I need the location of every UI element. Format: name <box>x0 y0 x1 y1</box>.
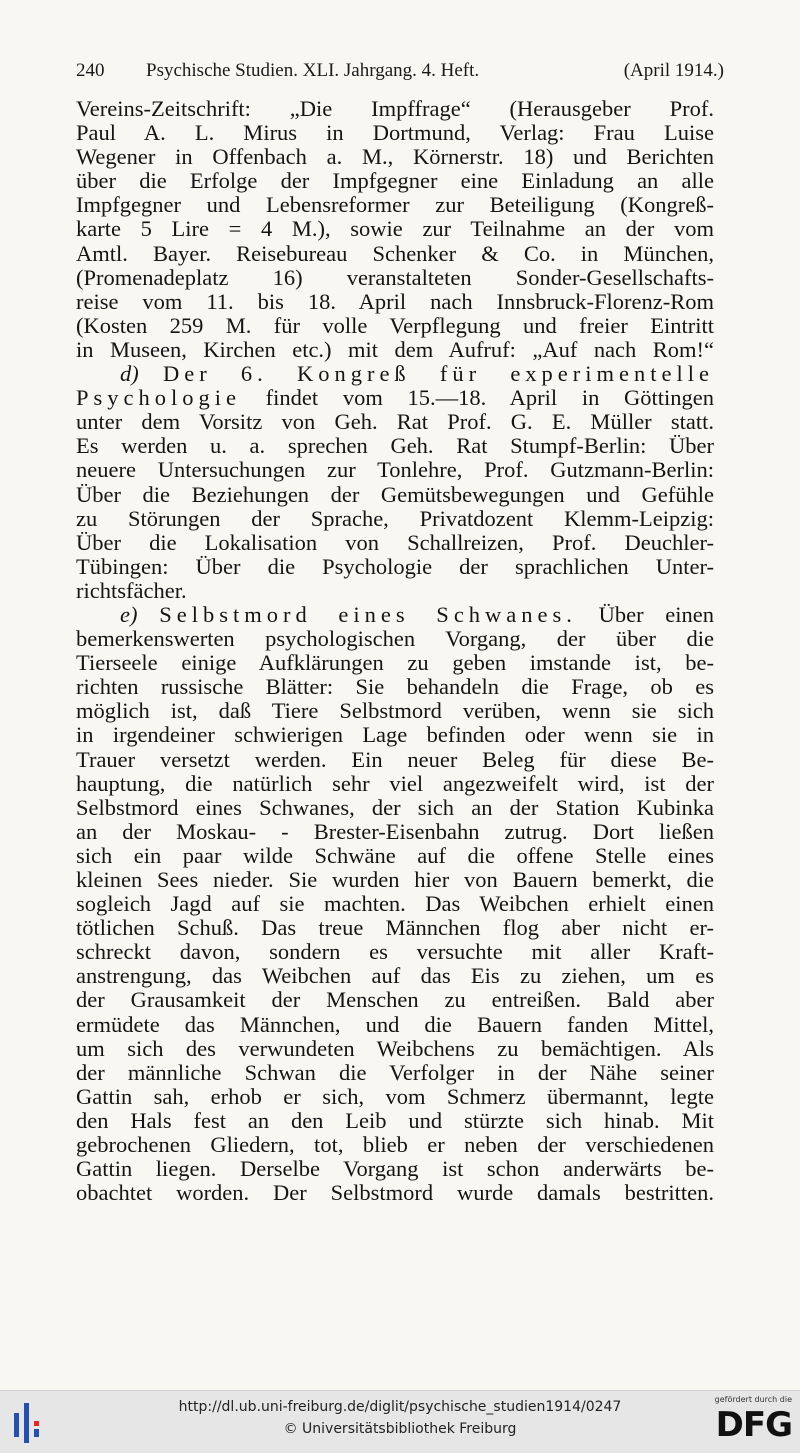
para-a-line: Amtl. Bayer. Reisebureau Schenker & Co. in München, <box>76 241 714 266</box>
section-d-line: neuere Untersuchungen zur Tonlehre, Prof. Gutzmann-Berlin: <box>76 458 714 483</box>
para-a-line: über die Erfolge der Impfgegner eine Einladung an alle <box>76 169 714 194</box>
section-d-heading: Der 6. Kongreß für experimentelle <box>162 362 714 387</box>
section-e-heading-line <box>76 603 714 627</box>
running-head <box>76 60 724 90</box>
para-a-line: reise vom 11. bis 18. April nach Innsbruck-Florenz-Rom <box>76 289 714 314</box>
section-e-line: obachtet worden. Der Selbstmord wurde damals bestritten. <box>76 1181 714 1206</box>
para-a-line: Vereins-Zeitschrift: „Die Impffrage“ (Herausgeber Prof. <box>76 97 714 121</box>
para-a-line: (Promenadeplatz 16) veranstalteten Sonder-Gesellschafts- <box>76 265 714 290</box>
section-d-line: zu Störungen der Sprache, Privatdozent Klemm-Leipzig: <box>76 506 714 531</box>
dfg-logo <box>702 1395 792 1449</box>
section-e <box>76 603 714 1205</box>
section-e-line: richten russische Blätter: Sie behandeln die Frage, ob es <box>76 675 714 700</box>
dfg-logo-text: DFG <box>715 1405 792 1445</box>
section-d-lines <box>76 410 714 603</box>
section-e-lines <box>76 627 714 1205</box>
footer-copyright: © Universitätsbibliothek Freiburg <box>283 1421 517 1437</box>
page-number: 240 <box>76 60 105 81</box>
paragraph-continuation <box>76 97 714 362</box>
section-e-line: anstrengung, das Weibchen auf das Eis zu ziehen, um es <box>76 964 714 989</box>
section-e-marker: e) <box>120 602 138 627</box>
section-e-line: der männliche Schwan die Verfolger in der Nähe seiner <box>76 1060 714 1085</box>
section-e-line: kleinen Sees nieder. Sie wurden hier von Bauern bemerkt, die <box>76 868 714 892</box>
section-e-line: ermüdete das Männchen, und die Bauern fanden Mittel, <box>76 1012 714 1037</box>
section-d-line: Tübingen: Über die Psychologie der sprachlichen Unter- <box>76 554 714 579</box>
section-e-line: den Hals fest an den Leib und stürzte sich hinab. Mit <box>76 1108 714 1133</box>
section-e-line: der Grausamkeit der Menschen zu entreißen. Bald aber <box>76 988 714 1013</box>
section-e-line: schreckt davon, sondern es versuchte mit aller Kraft- <box>76 940 714 965</box>
section-d-heading-line-2 <box>76 386 714 410</box>
para-a-line: Wegener in Offenbach a. M., Körnerstr. 18) und Berichten <box>76 145 714 170</box>
section-e-line: Selbstmord eines Schwanes, der sich an der Station Kubinka <box>76 795 714 820</box>
journal-title: Psychische Studien. XLI. Jahrgang. 4. Heft. <box>146 60 480 81</box>
section-d-marker: d) <box>120 362 139 387</box>
section-e-line: Trauer versetzt werden. Ein neuer Beleg für diese Be- <box>76 747 714 772</box>
section-d-line: unter dem Vorsitz von Geh. Rat Prof. G. E. Müller statt. <box>76 410 714 435</box>
section-e-line: tötlichen Schuß. Das treue Männchen flog aber nicht er- <box>76 916 714 941</box>
section-e-line: um sich des verwundeten Weibchens zu bemächtigen. Als <box>76 1036 714 1061</box>
para-a-line: karte 5 Lire = 4 M.), sowie zur Teilnahme an der vom <box>76 217 714 242</box>
section-e-line: gebrochenen Gliedern, tot, blieb er neben der verschiedenen <box>76 1133 714 1158</box>
section-d-line: Über die Beziehungen der Gemütsbewegungen und Gefühle <box>76 482 714 507</box>
para-a-line: (Kosten 259 M. für volle Verpflegung und freier Eintritt <box>76 313 714 338</box>
para-a-line: Impfgegner und Lebensreformer zur Beteiligung (Kongreß- <box>76 193 714 218</box>
section-d <box>76 362 714 603</box>
section-e-line: möglich ist, daß Tiere Selbstmord verüben, wenn sie sich <box>76 699 714 724</box>
section-d-first-rest: findet vom 15.—18. April in Göttingen <box>241 386 714 411</box>
footer-bar <box>0 1390 800 1453</box>
section-e-line: Gattin sah, erhob er sich, vom Schmerz übermannt, legte <box>76 1084 714 1109</box>
dfg-funded-label: gefördert durch die <box>714 1395 792 1404</box>
section-d-heading-line <box>76 362 714 386</box>
section-e-line: an der Moskau- - Brester-Eisenbahn zutrug. Dort ließen <box>76 819 714 844</box>
footer-url: http://dl.ub.uni-freiburg.de/diglit/psychische_studien1914/0247 <box>178 1399 622 1415</box>
section-e-line: in irgendeiner schwierigen Lage befinden oder wenn sie in <box>76 723 714 748</box>
section-e-line: Gattin liegen. Derselbe Vorgang ist schon anderwärts be- <box>76 1157 714 1182</box>
section-e-line: sich ein paar wilde Schwäne auf die offene Stelle eines <box>76 843 714 868</box>
section-e-line: sogleich Jagd auf sie machten. Das Weibchen erhielt einen <box>76 892 714 917</box>
section-e-first-rest: Über einen <box>576 602 714 627</box>
section-d-heading-b: Psychologie <box>76 386 241 411</box>
section-e-heading: Selbstmord eines Schwanes. <box>159 602 577 627</box>
para-a-line: Paul A. L. Mirus in Dortmund, Verlag: Frau Luise <box>76 121 714 146</box>
section-d-line: richtsfächer. <box>76 578 187 603</box>
section-e-line: Tierseele einige Aufklärungen zu geben imstande ist, be- <box>76 651 714 676</box>
para-a-line: in Museen, Kirchen etc.) mit dem Aufruf: „Auf nach Rom!“ <box>76 337 714 362</box>
section-e-line: bemerkenswerten psychologischen Vorgang, der über die <box>76 627 714 652</box>
section-d-line: Es werden u. a. sprechen Geh. Rat Stumpf-Berlin: Über <box>76 434 714 459</box>
issue-date: (April 1914.) <box>623 60 724 81</box>
section-d-line: Über die Lokalisation von Schallreizen, Prof. Deuchler- <box>76 530 714 555</box>
body-text <box>76 97 714 1205</box>
section-e-line: hauptung, die natürlich sehr viel angezweifelt wird, ist der <box>76 771 714 796</box>
